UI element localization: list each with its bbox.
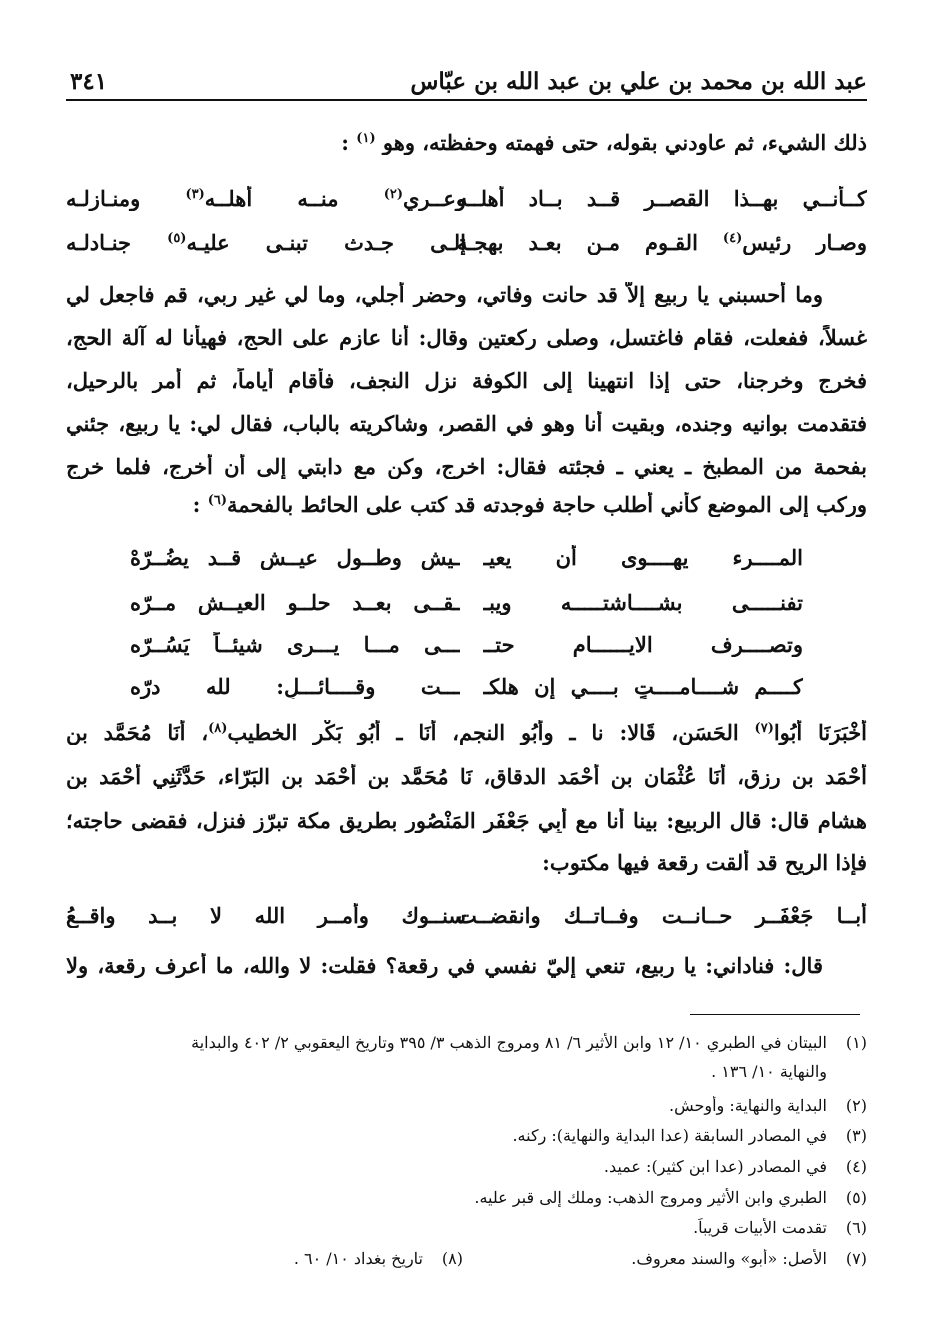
footnote-2 — [67, 1096, 867, 1115]
paragraph-line: فخرج وخرجنا، حتى إذا انتهينا إلى الكوفة نزل النجف، فأقام أياماً، ثم أمر بالرحيل، — [66, 368, 867, 393]
footnote-number: (٤) — [845, 1157, 867, 1176]
footnote-7 — [537, 1249, 867, 1268]
verse1-line1-part-b: منــه أهلــه — [204, 186, 384, 211]
verse1-line2-first-hemistich — [457, 230, 867, 255]
isnad-line1 — [66, 720, 867, 745]
footnote-number: (٢) — [845, 1096, 867, 1115]
verse1-line2-part-b: القـوم مـن بعـد بهجـة — [457, 230, 723, 255]
verse1-line2-part-c: إلـى جـدث تبنـى عليـه — [186, 230, 466, 255]
footnote-1-continued: والنهاية ١٠/ ١٣٦ . — [711, 1062, 827, 1081]
verse2-line4-second-hemistich: ـــت وقــــائـــلٍ: لله درّه — [130, 674, 460, 699]
verse1-line1-second-hemistich — [66, 186, 466, 211]
footnote-text: الطبري وابن الأثير ومروج الذهب: وملك إلى قبر عليه. — [474, 1188, 827, 1207]
footnote-text: الأصل: «أبو» والسند معروف. — [631, 1249, 827, 1268]
verse1-line2-second-hemistich — [66, 230, 466, 255]
footnote-number: (٣) — [845, 1126, 867, 1145]
footnote-text: في المصادر السابقة (عدا البداية والنهاية): ركنه. — [512, 1126, 827, 1145]
intro-line — [66, 130, 867, 155]
footnote-number: (٦) — [845, 1218, 867, 1237]
paragraph-line: وما أحسبني يا ربيع إلاّ قد حانت وفاتي، وحضر أجلي، وما لي غير ربي، قم فاجعل لي — [66, 282, 823, 307]
page-number: ٣٤١ — [70, 68, 108, 95]
isnad-line2: أَحْمَد بن رزق، أَنَا عُثْمَان بن أَحْمَد الدقاق، نَا مُحَمَّد بن أَحْمَد بن البَرّاء، حَدَّثَنِي أَحْمَد بن — [66, 764, 867, 789]
isnad-akhbarana: أَخْبَرَنَا أَبُوا — [773, 720, 867, 745]
footnote-number: (٧) — [845, 1249, 867, 1268]
isnad-line1-end: ، أَنَا مُحَمَّد بن — [66, 720, 209, 745]
footnote-text: البيتان في الطبري ١٠/ ١٢ وابن الأثير ٦/ ٨١ ومروج الذهب ٣/ ٣٩٥ وتاريخ اليعقوبي ٢/ ٤٠٢ والبداية — [191, 1033, 827, 1052]
footnote-ref-3: (٣) — [185, 187, 205, 202]
verse2-line1-first-hemistich: المــــرء يهــــوى أن يعيـ — [483, 545, 803, 570]
verse2-line3-first-hemistich: وتصــــرف الايــــــام حتــ — [483, 632, 803, 657]
verse2-line2-first-hemistich: تفنـــــى بشــــاشتـــــه ويبـ — [483, 590, 803, 615]
verse3-first-hemistich: أَبــا جَعْفَــر حــانــت وفــاتــك وانقضــت — [457, 903, 867, 928]
footnote-ref-6: (٦) — [207, 493, 228, 508]
footnote-ref-2: (٢) — [383, 187, 403, 202]
closing-line: قال: فناداني: يا ربيع، تنعي إليّ نفسي في رقعة؟ فقلت: لا والله، ما أعرف رقعة، ولا — [66, 953, 823, 978]
intro-text: ذلك الشيء، ثم عاودني بقوله، حتى فهمته وحفظته، وهو — [382, 130, 867, 155]
paragraph-last-end: : — [192, 492, 208, 517]
isnad-line4: فإذا الريح قد ألقت رقعة فيها مكتوب: — [542, 850, 867, 875]
footnote-ref-7: (٧) — [754, 721, 774, 736]
footnote-ref-5: (٥) — [167, 231, 187, 246]
footnote-6 — [67, 1218, 867, 1237]
footnote-ref-1: (١) — [356, 131, 376, 146]
verse1-line2-part-d: جنـادلـه — [66, 230, 168, 255]
footnote-ref-8: (٨) — [208, 721, 228, 736]
paragraph-last-line — [66, 492, 867, 517]
intro-end: : — [341, 130, 349, 155]
footnote-text: في المصادر (عدا ابن كثير): عميد. — [603, 1157, 827, 1176]
footnote-number: (٨) — [441, 1249, 463, 1268]
paragraph-line: فتقدمت بوانيه وجنده، وبقيت أنا وهو في القصر، وشاكريته بالباب، فقال لي: يا ربيع، جئني — [66, 411, 867, 436]
verse2-line3-second-hemistich: ـــى مـــا يـــرى شيئــاً يَسُــرّه — [130, 632, 460, 657]
footnote-text: تقدمت الأبيات قريباً. — [693, 1218, 827, 1237]
footnote-ref-4: (٤) — [722, 231, 743, 246]
footnote-4 — [67, 1157, 867, 1176]
footnote-8 — [163, 1249, 463, 1268]
footnote-1 — [67, 1033, 867, 1052]
running-header-title: عبد الله بن محمد بن علي بن عبد الله بن عبّاس — [410, 68, 867, 95]
paragraph-line: بفحمة من المطبخ ـ يعني ـ فجئته فقال: اخرج، وكن مع دابتي إلى أن أخرج، فلما خرج — [66, 454, 867, 479]
verse2-line2-second-hemistich: ـقــى بعــد حلــو العيــش مــرّه — [130, 590, 460, 615]
isnad-line3: هشام قال: قال الربيع: بينا أنا مع أَبِي جَعْفَر المَنْصُور بطريق مكة تبرّز فنزل، فقضى حاجته؛ — [66, 808, 867, 833]
footnote-divider — [690, 1014, 860, 1015]
footnote-3 — [67, 1126, 867, 1145]
verse1-line1-part-c: ومنـازلـه — [66, 186, 186, 211]
footnote-number: (١) — [845, 1033, 867, 1052]
paragraph-last-text: وركب إلى الموضع كأني أطلب حاجة فوجدته قد كتب على الحائط بالفحمة — [227, 492, 867, 517]
footnote-5 — [67, 1188, 867, 1207]
verse1-line1-first-hemistich: كــأنــي بهــذا القصــر قــد بــاد أهلــه — [457, 186, 867, 211]
paragraph-line: غسلاً، ففعلت، فقام فاغتسل، وصلى ركعتين وقال: أنا عازم على الحج، فهيأنا له آلة الحج، — [66, 325, 867, 350]
footnote-number: (٥) — [845, 1188, 867, 1207]
verse1-line2-part-a: وصـار رئيس — [742, 230, 867, 255]
header-divider — [66, 99, 867, 101]
verse2-line4-first-hemistich: كــــم شــــامــــتٍ بــــي إن هلكـ — [483, 674, 803, 699]
verse1-line1-part-a: وعــري — [403, 186, 466, 211]
verse2-line1-second-hemistich: ـيش وطــول عيــشٍ قــد يضُــرّهْ — [130, 545, 460, 570]
footnote-text: البداية والنهاية: وأوحش. — [668, 1096, 827, 1115]
verse3-second-hemistich: سنــوك وأمــر الله لا بــد واقــعُ — [66, 903, 466, 928]
footnote-text: تاريخ بغداد ١٠/ ٦٠ . — [293, 1249, 423, 1268]
isnad-line1-middle: الحَسَن، قَالا: نا ـ وأَبُو النجم، أَنَا ـ أَبُو بَكْر الخطيب — [227, 720, 755, 745]
